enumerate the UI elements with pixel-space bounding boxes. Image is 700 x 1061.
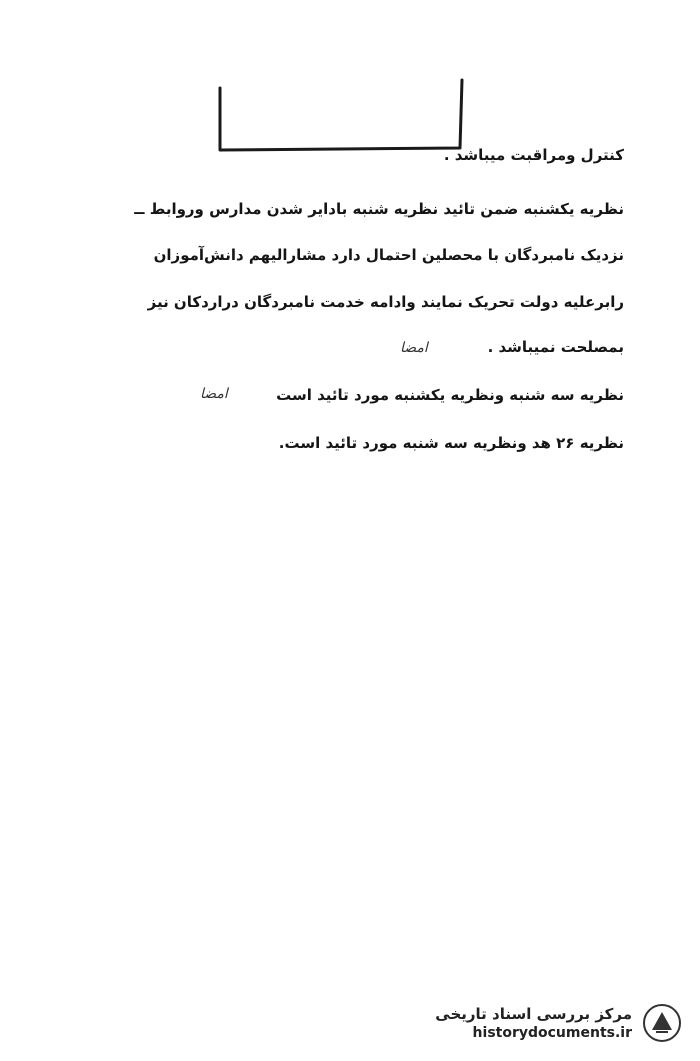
corner-bracket-mark [216,78,466,154]
watermark-url: historydocuments.ir [472,1025,632,1041]
archive-logo-icon [642,1003,682,1043]
watermark-text [435,1005,632,1041]
text-line-1: کنترل ومراقبت میباشد . [443,146,624,164]
text-line-6: نظریه سه شنبه ونظریه یکشنبه مورد تائید است [276,386,624,404]
text-line-7: نظریه ۲۶ هد ونظریه سه شنبه مورد تائید است. [278,434,624,452]
text-line-3: نزدیک نامبردگان با محصلین احتمال دارد مشارالیهم دانش‌آموزان [153,246,624,264]
text-line-5: بمصلحت نمیباشد . [487,338,624,356]
handwritten-note-1: امضا [400,340,428,356]
watermark-footer [435,1003,682,1043]
handwritten-note-2: امضا [200,386,228,402]
text-line-2: نظریه یکشنبه ضمن تائید نظریه شنبه بادایر شدن مدارس وروابط ــ [134,200,624,218]
watermark-title: مرکز بررسی اسناد تاریخی [435,1005,632,1023]
text-line-4: رابرعلیه دولت تحریک نمایند وادامه خدمت نامبردگان دراردکان نیز [147,293,624,311]
